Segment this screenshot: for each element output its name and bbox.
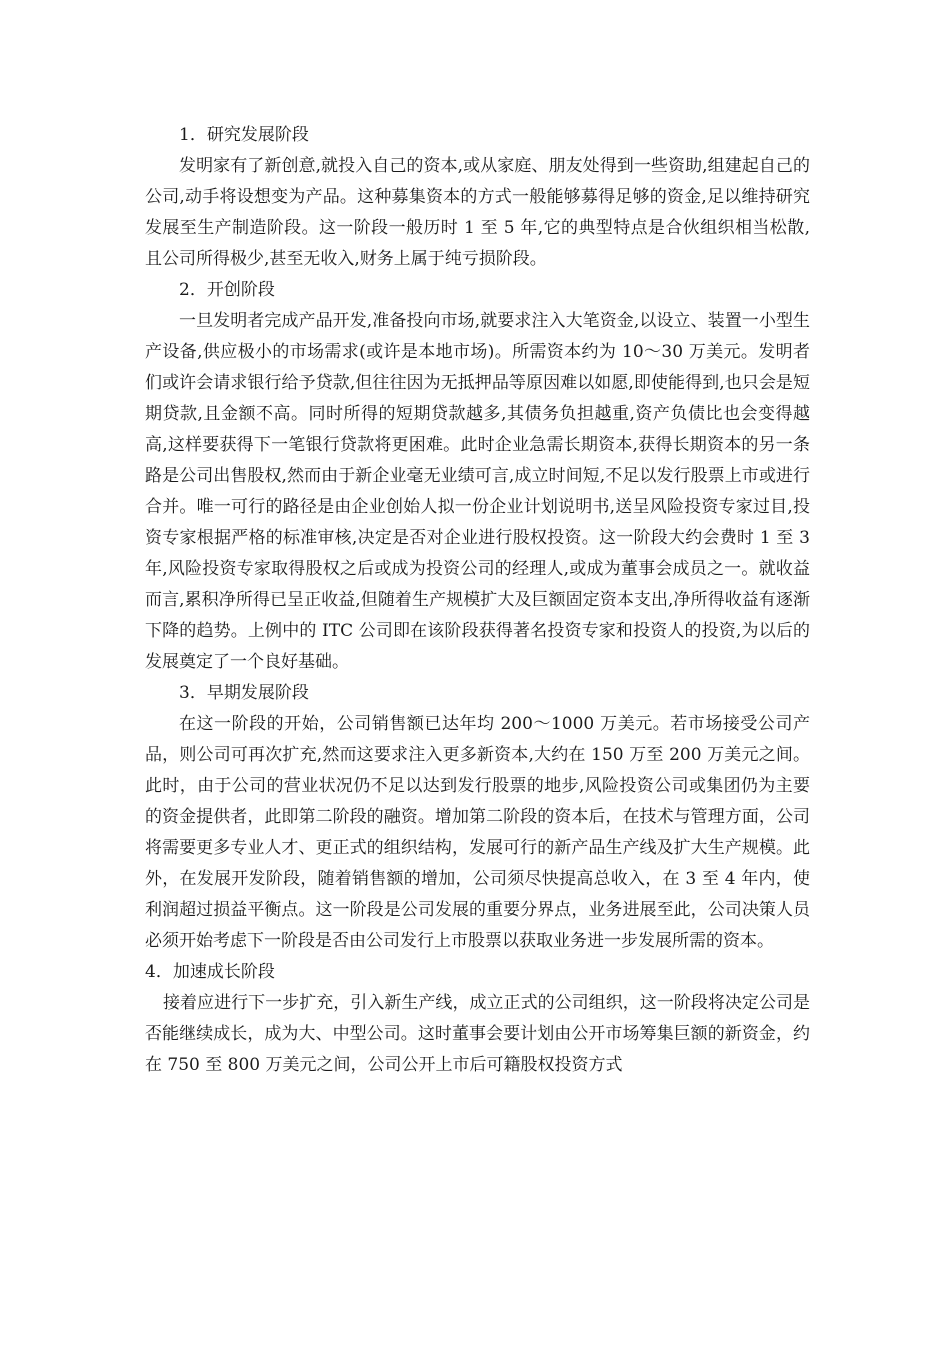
section-heading-accelerated-growth: 4．加速成长阶段 (145, 962, 275, 982)
section-paragraph-research: 发明家有了新创意,就投入自己的资本,或从家庭、朋友处得到一些资助,组建起自己的公司,动手将设想变为产品。这种募集资本的方式一般能够募得足够的资金,足以维持研究发展至生产制造阶段。这一阶段一般历时 1 至 5 年,它的典型特点是合伙组织相当松散,且公司所得极少,甚至无收入,财务上属于纯亏损阶段。 (145, 156, 810, 269)
section-paragraph-startup: 一旦发明者完成产品开发,准备投向市场,就要求注入大笔资金,以设立、装置一小型生产设备,供应极小的市场需求(或许是本地市场)。所需资本约为 10～30 万美元。发明者们或许会请求银行给予贷款,但往往因为无抵押品等原因难以如愿,即使能得到,也只会是短期贷款,且金额不高。同时所得的短期贷款越多,其债务负担越重,资产负债比也会变得越高,这样要获得下一笔银行贷款将更困难。此时企业急需长期资本,获得长期资本的另一条路是公司出售股权,然而由于新企业毫无业绩可言,成立时间短,不足以发行股票上市或进行合并。唯一可行的路径是由企业创始人拟一份企业计划说明书,送呈风险投资专家过目,投资专家根据严格的标准审核,决定是否对企业进行股权投资。这一阶段大约会费时 1 至 3 年,风险投资专家取得股权之后或成为投资公司的经理人,或成为董事会成员之一。就收益而言,累积净所得已呈正收益,但随着生产规模扩大及巨额固定资本支出,净所得收益有逐渐下降的趋势。上例中的 ITC 公司即在该阶段获得著名投资专家和投资人的投资,为以后的发展奠定了一个良好基础。 (145, 311, 810, 672)
section-heading-startup: 2．开创阶段 (179, 280, 275, 300)
section-paragraph-early-development: 在这一阶段的开始，公司销售额已达年均 200～1000 万美元。若市场接受公司产品，则公司可再次扩充,然而这要求注入更多新资本,大约在 150 万至 200 万美元之间。此时，由于公司的营业状况仍不足以达到发行股票的地步,风险投资公司或集团仍为主要的资金提供者，此即第二阶段的融资。增加第二阶段的资本后，在技术与管理方面，公司将需要更多专业人才、更正式的组织结构，发展可行的新产品生产线及扩大生产规模。此外，在发展开发阶段，随着销售额的增加，公司须尽快提高总收入，在 3 至 4 年内，使利润超过损益平衡点。这一阶段是公司发展的重要分界点，业务进展至此，公司决策人员必须开始考虑下一阶段是否由公司发行上市股票以获取业务进一步发展所需的资本。 (145, 714, 810, 951)
section-heading-early-development: 3．早期发展阶段 (179, 683, 309, 703)
section-heading-research: 1．研究发展阶段 (179, 125, 309, 145)
section-paragraph-accelerated-growth: 接着应进行下一步扩充，引入新生产线，成立正式的公司组织，这一阶段将决定公司是否能继续成长，成为大、中型公司。这时董事会要计划由公开市场筹集巨额的新资金，约在 750 至 800 万美元之间，公司公开上市后可籍股权投资方式 (145, 993, 810, 1075)
document-body (145, 120, 810, 1081)
